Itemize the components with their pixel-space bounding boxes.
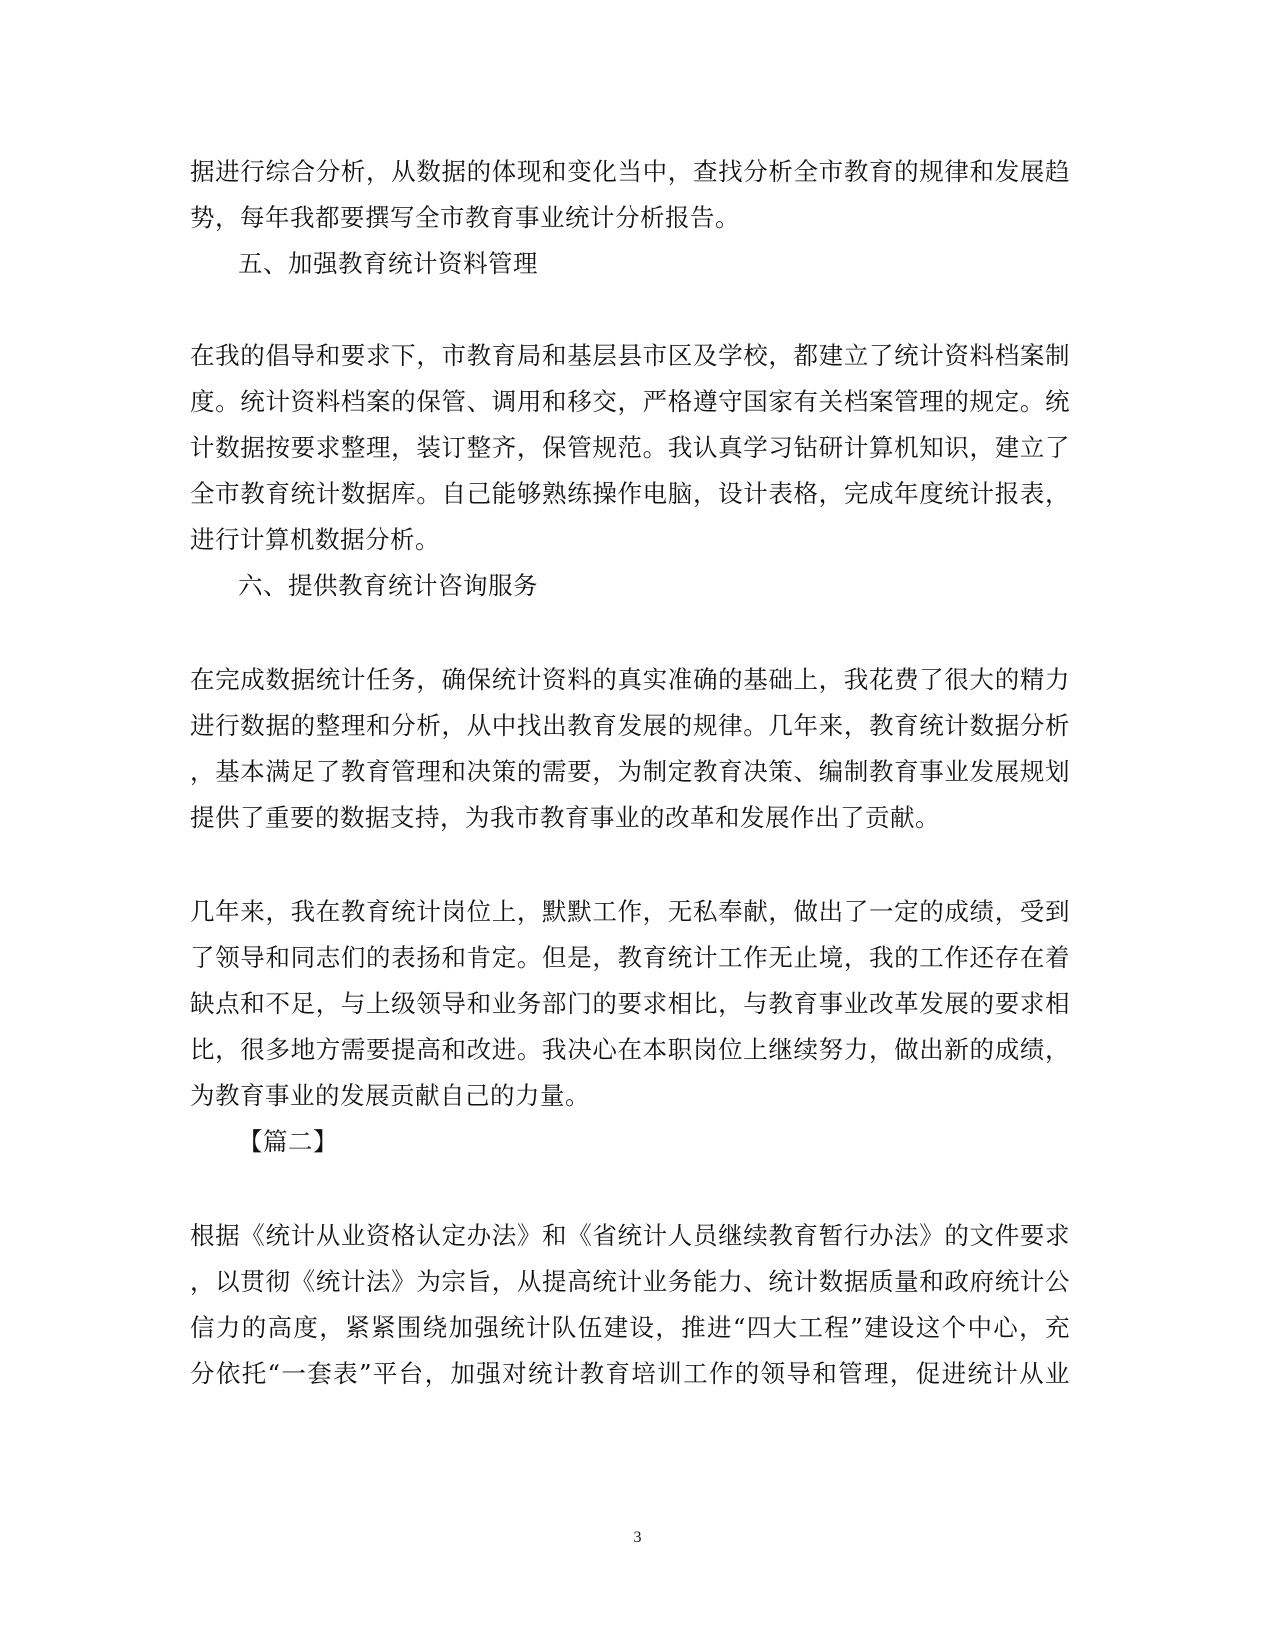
paragraph-line: 度。统计资料档案的保管、调用和移交，严格遵守国家有关档案管理的规定。统 bbox=[190, 387, 1070, 416]
paragraph-line: 缺点和不足，与上级领导和业务部门的要求相比，与教育事业改革发展的要求相 bbox=[190, 989, 1070, 1018]
paragraph-line: 全市教育统计数据库。自己能够熟练操作电脑，设计表格，完成年度统计报表， bbox=[190, 479, 1070, 508]
section-heading: 六、提供教育统计咨询服务 bbox=[238, 571, 538, 600]
section-heading: 五、加强教育统计资料管理 bbox=[238, 249, 538, 278]
paragraph-line: 根据《统计从业资格认定办法》和《省统计人员继续教育暂行办法》的文件要求 bbox=[190, 1221, 1070, 1250]
paragraph-line: 比，很多地方需要提高和改进。我决心在本职岗位上继续努力，做出新的成绩， bbox=[190, 1035, 1070, 1064]
section-heading: 【篇二】 bbox=[238, 1127, 338, 1156]
paragraph-line: 为教育事业的发展贡献自己的力量。 bbox=[190, 1081, 590, 1110]
paragraph-line: 在我的倡导和要求下，市教育局和基层县市区及学校，都建立了统计资料档案制 bbox=[190, 341, 1070, 370]
paragraph-line: ，以贯彻《统计法》为宗旨，从提高统计业务能力、统计数据质量和政府统计公 bbox=[190, 1267, 1070, 1296]
paragraph-line: 分依托“一套表”平台，加强对统计教育培训工作的领导和管理，促进统计从业 bbox=[190, 1359, 1070, 1388]
paragraph-line: 计数据按要求整理，装订整齐，保管规范。我认真学习钻研计算机知识，建立了 bbox=[190, 433, 1070, 462]
paragraph-line: 了领导和同志们的表扬和肯定。但是，教育统计工作无止境，我的工作还存在着 bbox=[190, 943, 1070, 972]
paragraph-line: 进行数据的整理和分析，从中找出教育发展的规律。几年来，教育统计数据分析 bbox=[190, 711, 1070, 740]
paragraph-line: 提供了重要的数据支持，为我市教育事业的改革和发展作出了贡献。 bbox=[190, 803, 940, 832]
paragraph-line: 信力的高度，紧紧围绕加强统计队伍建设，推进“四大工程”建设这个中心，充 bbox=[190, 1313, 1070, 1342]
paragraph-line: 在完成数据统计任务，确保统计资料的真实准确的基础上，我花费了很大的精力 bbox=[190, 665, 1070, 694]
paragraph-line: 据进行综合分析，从数据的体现和变化当中，查找分析全市教育的规律和发展趋 bbox=[190, 157, 1070, 186]
paragraph-line: 进行计算机数据分析。 bbox=[190, 525, 440, 554]
page-number: 3 bbox=[633, 1529, 642, 1546]
paragraph-line: 几年来，我在教育统计岗位上，默默工作，无私奉献，做出了一定的成绩，受到 bbox=[190, 897, 1070, 926]
paragraph-line: ，基本满足了教育管理和决策的需要，为制定教育决策、编制教育事业发展规划 bbox=[190, 757, 1070, 786]
paragraph-line: 势，每年我都要撰写全市教育事业统计分析报告。 bbox=[190, 203, 740, 232]
